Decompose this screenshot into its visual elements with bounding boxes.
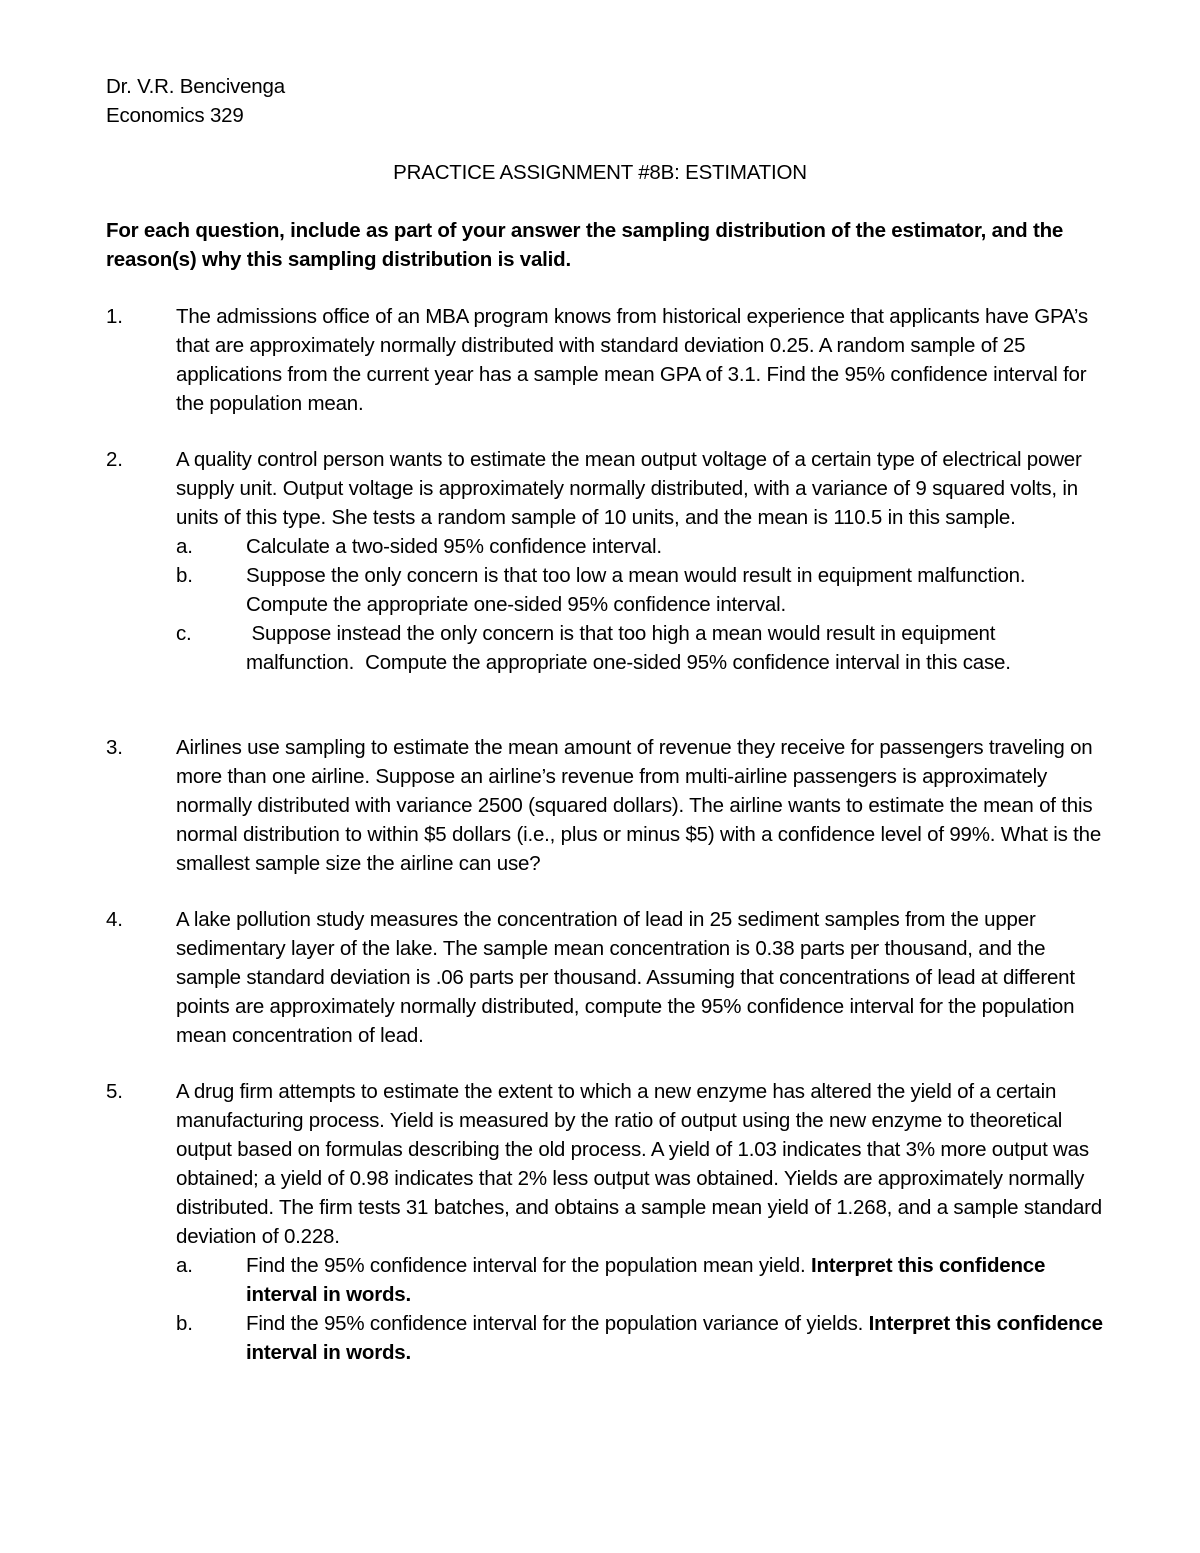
part-text-bold: Interpret this confidence interval in words. (246, 1254, 1046, 1306)
question-text: A lake pollution study measures the concentration of lead in 25 sediment samples from the upper sedimentary layer of the lake. The sample mean concentration is 0.38 parts per thousand, and the sample standard deviation is .06 parts per thousand. Assuming that concentrations of lead at different points are approximately normally distributed, compute the 95% confidence interval for the population mean concentration of lead. (176, 908, 1075, 1047)
question-2 (106, 445, 1106, 677)
part-letter: b. (176, 1312, 193, 1335)
instructions: For each question, include as part of your answer the sampling distribution of the estimator, and the reason(s) why this sampling distribution is valid. (106, 219, 1064, 271)
question-part (176, 619, 1106, 677)
part-letter: a. (176, 535, 193, 558)
question-text: A drug firm attempts to estimate the extent to which a new enzyme has altered the yield of a certain manufacturing process. Yield is measured by the ratio of output using the new enzyme to theoretical output based on formulas describing the old process. A yield of 1.03 indicates that 3% more output was obtained; a yield of 0.98 indicates that 2% less output was obtained. Yields are approximately normally distributed. The firm tests 31 batches, and obtains a sample mean yield of 1.268, and a sample standard deviation of 0.228. (176, 1080, 1102, 1248)
part-text: Suppose the only concern is that too low a mean would result in equipment malfunction. Compute the appropriate one-sided 95% confidence interval. (246, 564, 1026, 616)
part-letter: a. (176, 1254, 193, 1277)
author-block (106, 72, 285, 130)
question-3 (106, 733, 1106, 878)
question-part (176, 1251, 1106, 1309)
part-text (246, 1251, 1106, 1309)
question-part (176, 561, 1106, 619)
author-name: Dr. V.R. Bencivenga (106, 75, 285, 98)
page-title: PRACTICE ASSIGNMENT #8B: ESTIMATION (393, 161, 807, 184)
part-text (246, 1309, 1106, 1367)
question-number: 3. (106, 736, 123, 759)
question-number: 5. (106, 1080, 123, 1103)
part-text: Suppose instead the only concern is that too high a mean would result in equipment malfunction. Compute the appropriate one-sided 95% confidence interval in this case. (246, 622, 1011, 674)
question-part (176, 1309, 1106, 1367)
question-number: 2. (106, 448, 123, 471)
question-text: Airlines use sampling to estimate the mean amount of revenue they receive for passengers traveling on more than one airline. Suppose an airline’s revenue from multi-airline passengers is approximately normally distributed with variance 2500 (squared dollars). The airline wants to estimate the mean of this normal distribution to within $5 dollars (i.e., plus or minus $5) with a confidence level of 99%. What is the smallest sample size the airline can use? (176, 736, 1102, 875)
part-letter: c. (176, 622, 192, 645)
part-text: Calculate a two-sided 95% confidence interval. (246, 535, 662, 558)
part-text-bold: Interpret this confidence interval in words. (246, 1312, 1103, 1364)
question-1 (106, 302, 1106, 418)
part-letter: b. (176, 564, 193, 587)
question-number: 1. (106, 305, 123, 328)
question-4 (106, 905, 1106, 1050)
question-number: 4. (106, 908, 123, 931)
course-name: Economics 329 (106, 104, 244, 127)
question-text: The admissions office of an MBA program knows from historical experience that applicants have GPA’s that are approximately normally distributed with standard deviation 0.25. A random sample of 25 applications from the current year has a sample mean GPA of 3.1. Find the 95% confidence interval for the population mean. (176, 305, 1088, 415)
question-text: A quality control person wants to estimate the mean output voltage of a certain type of electrical power supply unit. Output voltage is approximately normally distributed, with a variance of 9 squared volts, in units of this type. She tests a random sample of 10 units, and the mean is 110.5 in this sample. (176, 448, 1082, 529)
part-text-plain: Find the 95% confidence interval for the population variance of yields. (246, 1312, 869, 1335)
part-text-plain: Find the 95% confidence interval for the population mean yield. (246, 1254, 811, 1277)
question-part (176, 532, 1106, 561)
question-5 (106, 1077, 1106, 1367)
